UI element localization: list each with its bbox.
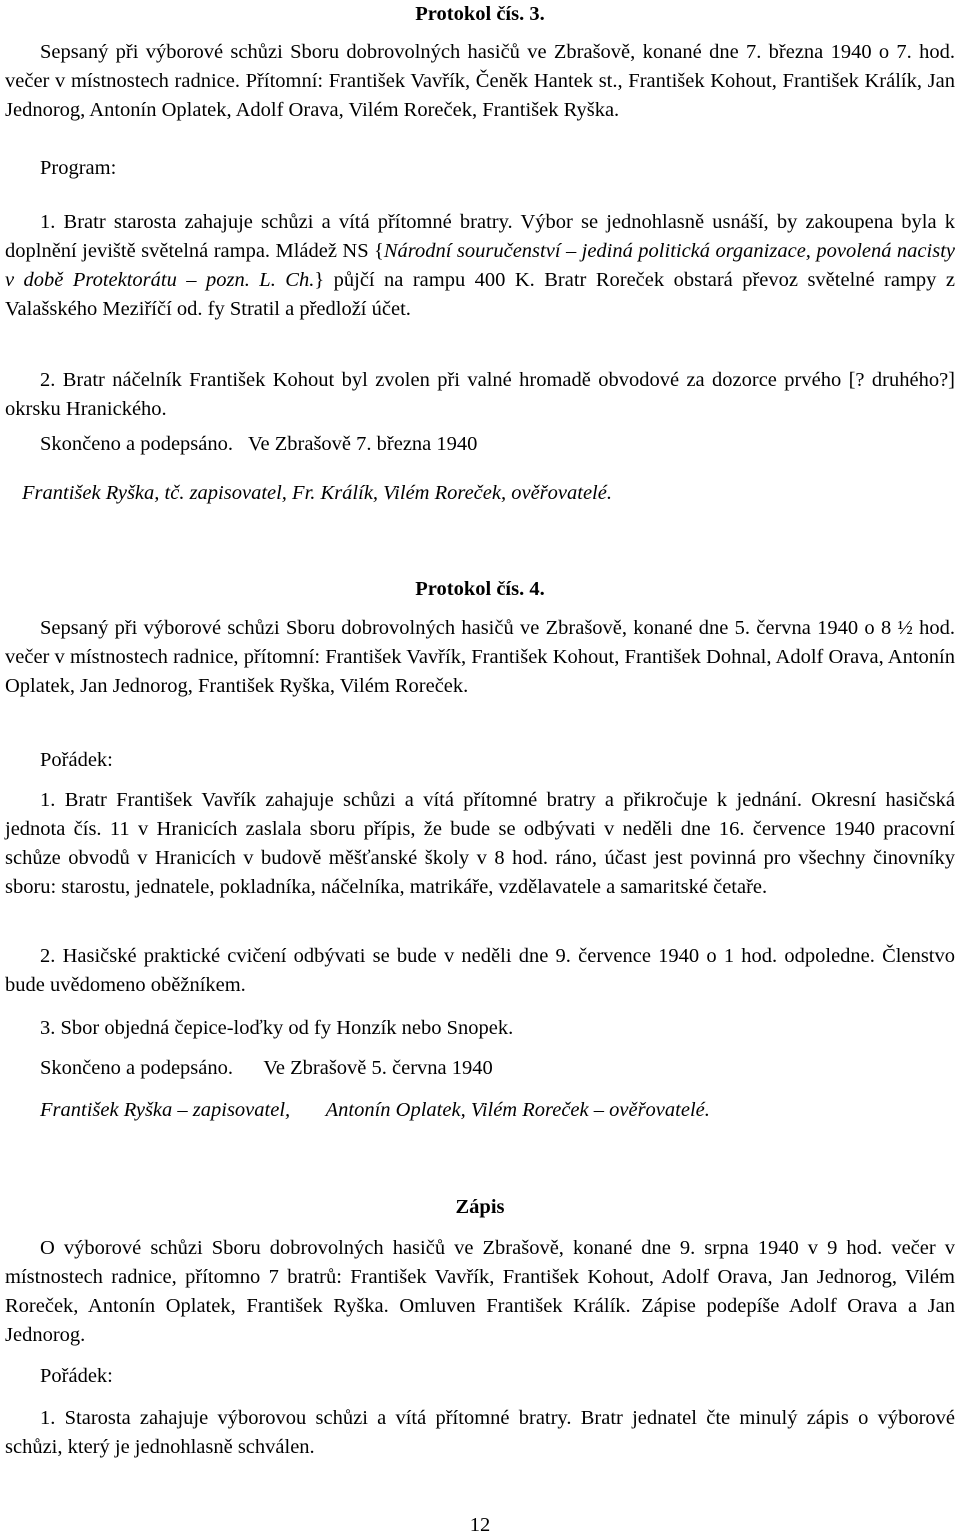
protokol-3-item-1-text-b: } půjčí na rampu 400 K. Bratr Roreček obstará převoz světelné rampy z Valašského Meziříčí od. fy Stratil a předloží účet.: [5, 269, 955, 320]
protokol-3-intro: Sepsaný při výborové schůzi Sboru dobrovolných hasičů ve Zbrašově, konané dne 7. března 1940 o 7. hod. večer v místnostech radnice. Přítomní: František Vavřík, Čeněk Hantek st., František Kohout, František Králík, Jan Jednorog, Antonín Oplatek, Adolf Orava, Vilém Roreček, František Ryška.: [5, 41, 955, 121]
protokol-3-program-label: Program:: [40, 157, 117, 179]
protokol-3-item-1: [5, 208, 955, 324]
protokol-4-closing: Skončeno a podepsáno. Ve Zbrašově 5. června 1940: [40, 1057, 493, 1079]
protokol-3-item-1-editor-note: Národní souručenství – jediná politická organizace, povolená nacisty v době Protektorátu – pozn. L. Ch.: [5, 240, 955, 291]
protokol-4-title: Protokol čís. 4.: [415, 578, 545, 600]
zapis-agenda-label: Pořádek:: [40, 1365, 113, 1387]
protokol-4-item-1: 1. Bratr František Vavřík zahajuje schůzi a vítá přítomné bratry a přikročuje k jednání. Okresní hasičská jednota čís. 11 v Hranicích zaslala sboru přípis, že bude se odbývati v neděli dne 16. července 1940 pracovní schůze obvodů v Hranicích v budově měšťanské školy v 8 hod. ráno, účast jest povinná pro všechny činovníky sboru: starostu, jednatele, pokladníka, náčelníka, matrikáře, vzdělavatele a samaritské četaře.: [5, 789, 955, 898]
protokol-3-title: Protokol čís. 3.: [415, 3, 545, 25]
page-number: 12: [469, 1514, 491, 1536]
protokol-4-intro: Sepsaný při výborové schůzi Sboru dobrovolných hasičů ve Zbrašově, konané dne 5. června 1940 o 8 ½ hod. večer v místnostech radnice, přítomní: František Vavřík, František Kohout, František Dohnal, Adolf Orava, Antonín Oplatek, Jan Jednorog, František Ryška, Vilém Roreček.: [5, 617, 955, 697]
protokol-4-signatures: František Ryška – zapisovatel, Antonín Oplatek, Vilém Roreček – ověřovatelé.: [40, 1099, 710, 1121]
protokol-3-signatures: František Ryška, tč. zapisovatel, Fr. Králík, Vilém Roreček, ověřovatelé.: [22, 482, 612, 504]
protokol-3-item-1-text-a: 1. Bratr starosta zahajuje schůzi a vítá přítomné bratry. Výbor se jednohlasně usnáší, by zakoupena byla k doplnění jeviště světelná rampa. Mládež NS {: [5, 211, 955, 262]
zapis-item-1: 1. Starosta zahajuje výborovou schůzi a vítá přítomné bratry. Bratr jednatel čte minulý zápis o výborové schůzi, který je jednohlasně schválen.: [5, 1407, 955, 1458]
protokol-4-item-2: 2. Hasičské praktické cvičení odbývati se bude v neděli dne 9. července 1940 o 1 hod. odpoledne. Členstvo bude uvědomeno oběžníkem.: [5, 945, 955, 996]
protokol-4-item-3: 3. Sbor objedná čepice-loďky od fy Honzík nebo Snopek.: [40, 1017, 514, 1039]
zapis-intro: O výborové schůzi Sboru dobrovolných hasičů ve Zbrašově, konané dne 9. srpna 1940 v 9 hod. večer v místnostech radnice, přítomno 7 bratrů: František Vavřík, František Kohout, Adolf Orava, Jan Jednorog, Vilém Roreček, Antonín Oplatek, František Ryška. Omluven František Králík. Zápise podepíše Adolf Orava a Jan Jednorog.: [5, 1237, 955, 1346]
zapis-title: Zápis: [455, 1196, 505, 1218]
protokol-4-agenda-label: Pořádek:: [40, 749, 113, 771]
protokol-3-closing: Skončeno a podepsáno. Ve Zbrašově 7. března 1940: [40, 433, 478, 455]
protokol-3-item-2: 2. Bratr náčelník František Kohout byl zvolen při valné hromadě obvodové za dozorce prvého [? druhého?] okrsku Hranického.: [5, 369, 955, 420]
